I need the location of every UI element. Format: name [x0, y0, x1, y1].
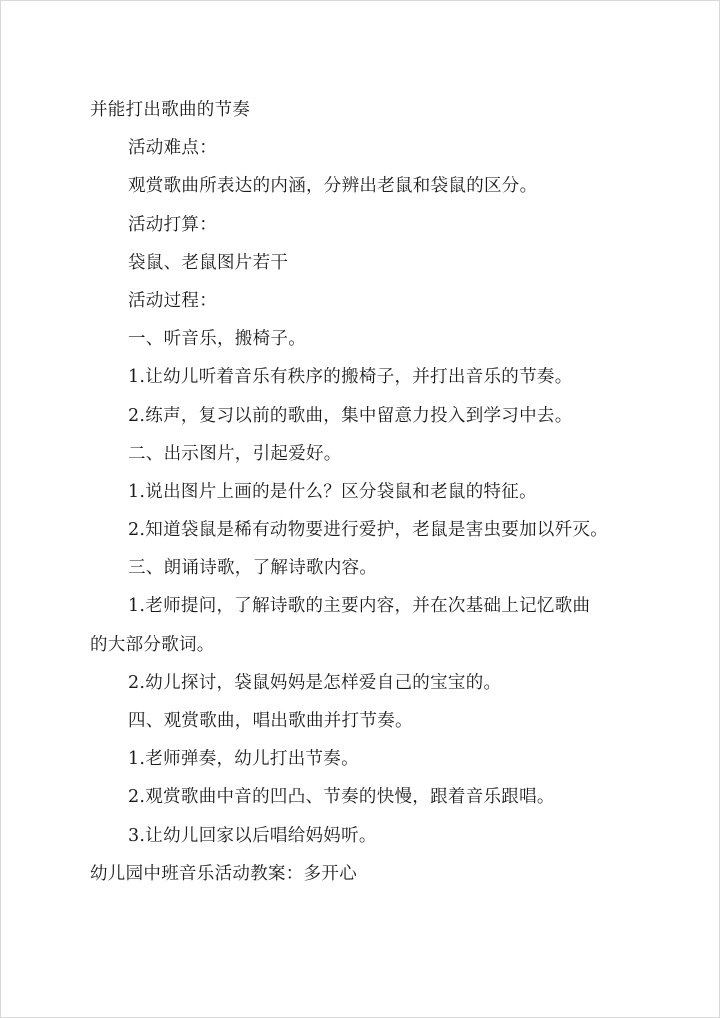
paragraph-line: 2.观赏歌曲中音的凹凸、节奏的快慢，跟着音乐跟唱。: [128, 787, 555, 808]
paragraph-line: 二、出示图片，引起爱好。: [128, 443, 342, 464]
paragraph-line: 1.老师提问，了解诗歌的主要内容，并在次基础上记忆歌曲: [128, 596, 591, 617]
paragraph-line: 并能打出歌曲的节奏: [90, 100, 251, 120]
paragraph-line: 2.练声，复习以前的歌曲，集中留意力投入到学习中去。: [128, 405, 573, 426]
paragraph-line: 3.让幼儿回家以后唱给妈妈听。: [128, 825, 377, 846]
paragraph-line: 活动打算：: [128, 214, 217, 235]
paragraph-line: 袋鼠、老鼠图片若干: [128, 252, 289, 273]
document-body: [90, 91, 650, 893]
paragraph-line: 1.让幼儿听着音乐有秩序的搬椅子，并打出音乐的节奏。: [128, 367, 573, 388]
paragraph-line: 1.老师弹奏，幼儿打出节奏。: [128, 749, 359, 770]
paragraph-line: 四、观赏歌曲，唱出歌曲并打节奏。: [128, 711, 413, 731]
paragraph-line: 一、听音乐，搬椅子。: [128, 329, 306, 350]
paragraph-line: 1.说出图片上画的是什么？区分袋鼠和老鼠的特征。: [128, 481, 537, 502]
paragraph-line: 2.幼儿探讨，袋鼠妈妈是怎样爱自己的宝宝的。: [128, 672, 502, 693]
paragraph-line: 观赏歌曲所表达的内涵，分辨出老鼠和袋鼠的区分。: [128, 176, 538, 197]
paragraph-line: 的大部分歌词。: [90, 634, 215, 655]
paragraph-line: 活动过程：: [128, 290, 217, 311]
paragraph-line: 活动难点：: [128, 138, 217, 159]
paragraph-line: 2.知道袋鼠是稀有动物要进行爱护，老鼠是害虫要加以歼灭。: [128, 520, 609, 541]
paragraph-line: 三、朗诵诗歌，了解诗歌内容。: [128, 558, 378, 579]
paragraph-line: 幼儿园中班音乐活动教案：多开心: [90, 863, 357, 884]
